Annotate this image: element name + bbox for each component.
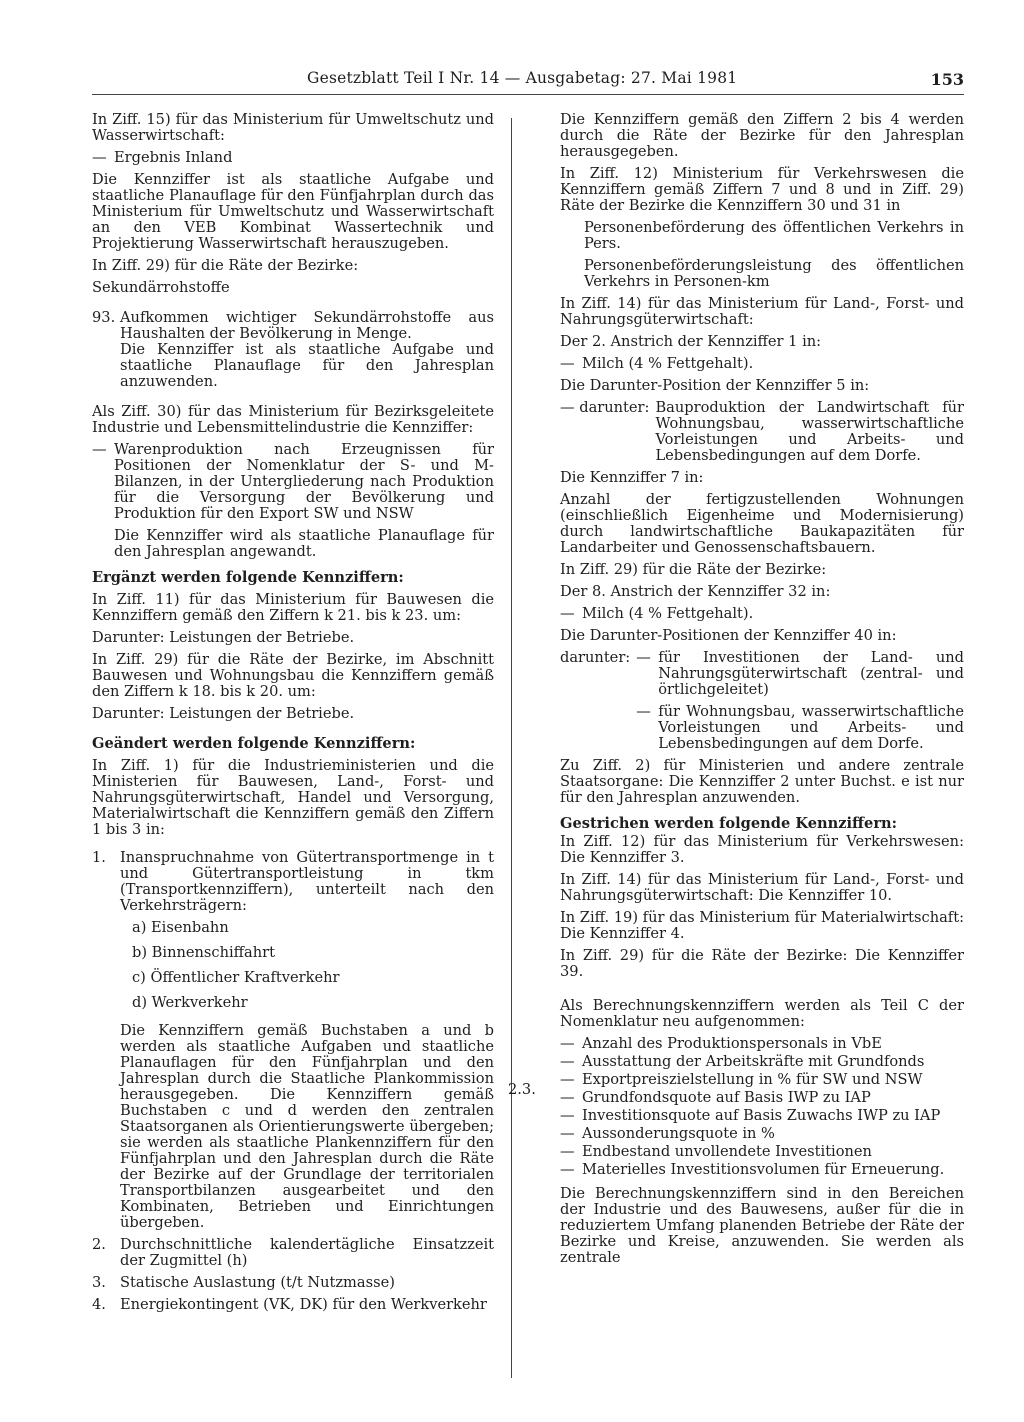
dash-mark: — bbox=[560, 1143, 575, 1160]
list-item bbox=[560, 1126, 964, 1142]
dash-mark: — bbox=[560, 1053, 575, 1070]
calc-list bbox=[560, 1036, 964, 1178]
list-item bbox=[560, 1036, 964, 1052]
item-number: 1. bbox=[92, 849, 106, 866]
item-text: Inanspruchnahme von Gütertransportmenge in t und Gütertransportleistung in tkm (Transportkennziffern), unterteilt nach den Verkehrsträgern: bbox=[120, 849, 494, 914]
paragraph: Personenbeförderung des öffentlichen Verkehrs in Pers. bbox=[584, 219, 964, 252]
paragraph: In Ziff. 29) für die Räte der Bezirke, im Abschnitt Bauwesen und Wohnungsbau die Kennziffern gemäß den Ziffern k 18. bis k 20. um: bbox=[92, 651, 494, 700]
list-item-text: Grundfondsquote auf Basis IWP zu IAP bbox=[582, 1089, 871, 1106]
paragraph: In Ziff. 29) für die Räte der Bezirke: bbox=[560, 561, 827, 578]
paragraph: Der 8. Anstrich der Kennziffer 32 in: bbox=[560, 583, 831, 600]
darunter-item bbox=[560, 400, 964, 464]
left-column bbox=[92, 112, 494, 1319]
item-text: Energiekontingent (VK, DK) für den Werkverkehr bbox=[120, 1296, 487, 1313]
dash-text: Milch (4 % Fettgehalt). bbox=[582, 355, 754, 372]
paragraph: Personenbeförderungsleistung des öffentlichen Verkehrs in Personen-km bbox=[584, 257, 964, 290]
dash-item bbox=[92, 442, 494, 522]
list-item bbox=[560, 1072, 964, 1088]
list-item bbox=[560, 1090, 964, 1106]
paragraph: In Ziff. 19) für das Ministerium für Materialwirtschaft: Die Kennziffer 4. bbox=[560, 909, 964, 942]
list-item-text: Endbestand unvollendete Investitionen bbox=[582, 1143, 872, 1160]
dash-item bbox=[92, 150, 494, 166]
dash-mark: — bbox=[560, 605, 575, 622]
paragraph: Zu Ziff. 2) für Ministerien und andere zentrale Staatsorgane: Die Kennziffer 2 unter Buchst. e ist nur für den Jahresplan anzuwenden. bbox=[560, 757, 964, 806]
dash-item bbox=[560, 606, 964, 622]
numbered-item bbox=[92, 1297, 494, 1313]
numbered-item bbox=[92, 310, 494, 390]
section-heading: Geändert werden folgende Kennziffern: bbox=[92, 735, 416, 752]
section-number: 2.3. bbox=[508, 1081, 536, 1098]
dash-mark: — bbox=[636, 703, 651, 720]
paragraph: Als Berechnungskennziffern werden als Teil C der Nomenklatur neu aufgenommen: bbox=[560, 997, 964, 1030]
paragraph: Als Ziff. 30) für das Ministerium für Bezirksgeleitete Industrie und Lebensmittelindustrie die Kennziffer: bbox=[92, 403, 494, 436]
dash-mark: — bbox=[92, 441, 107, 458]
page-number: 153 bbox=[930, 70, 964, 89]
numbered-item bbox=[92, 1275, 494, 1291]
paragraph: Die Darunter-Position der Kennziffer 5 in: bbox=[560, 377, 870, 394]
paragraph: Die Kennziffern gemäß den Ziffern 2 bis 4 werden durch die Räte der Bezirke für den Jahresplan herausgegeben. bbox=[560, 111, 964, 160]
dash-item bbox=[636, 650, 964, 698]
dash-item bbox=[560, 356, 964, 372]
paragraph: In Ziff. 14) für das Ministerium für Land-, Forst- und Nahrungsgüterwirtschaft: Die Kennziffer 10. bbox=[560, 871, 964, 904]
dash-item bbox=[636, 704, 964, 752]
item-number: 2. bbox=[92, 1236, 106, 1253]
paragraph: In Ziff. 12) Ministerium für Verkehrswesen die Kennziffern gemäß Ziffern 7 und 8 und in Ziff. 29) Räte der Bezirke die Kennziffern 30 und 31 in bbox=[560, 165, 964, 214]
column-divider bbox=[511, 118, 512, 1378]
sub-item: d) Werkverkehr bbox=[132, 994, 248, 1011]
paragraph: In Ziff. 15) für das Ministerium für Umweltschutz und Wasserwirtschaft: bbox=[92, 111, 494, 144]
dash-mark: — bbox=[560, 1161, 575, 1178]
item-text: Aufkommen wichtiger Sekundärrohstoffe aus Haushalten der Bevölkerung in Menge. bbox=[120, 309, 494, 342]
item-text: Statische Auslastung (t/t Nutzmasse) bbox=[120, 1274, 395, 1291]
darunter-label: darunter: bbox=[560, 649, 631, 666]
dash-text: Ergebnis Inland bbox=[114, 149, 233, 166]
item-number: 3. bbox=[92, 1274, 106, 1291]
paragraph: Die Berechnungskennziffern sind in den Bereichen der Industrie und des Bauwesens, außer für die in reduziertem Umfang planenden Betriebe der Räte der Bezirke und Kreise, anzuwenden. Sie werden als zentrale bbox=[560, 1185, 964, 1266]
paragraph: In Ziff. 1) für die Industrieministerien und die Ministerien für Bauwesen, Land-, Forst- und Nahrungsgüterwirtschaft, Handel und Versorgung, Materialwirtschaft die Kennziffern gemäß den Ziffern 1 bis 3 in: bbox=[92, 757, 494, 838]
darunter-label: darunter: bbox=[579, 399, 650, 416]
paragraph: In Ziff. 11) für das Ministerium für Bauwesen die Kennziffern gemäß den Ziffern k 21. bis k 23. um: bbox=[92, 591, 494, 624]
list-item-text: Investitionsquote auf Basis Zuwachs IWP zu IAP bbox=[582, 1107, 941, 1124]
section-heading: Gestrichen werden folgende Kennziffern: bbox=[560, 815, 898, 832]
paragraph: Die Kennziffern gemäß Buchstaben a und b werden als staatliche Aufgaben und staatliche Planauflagen für den Fünfjahrplan und den Jahresplan durch die Staatliche Plankommission herausgegeben. Die Kennziffern gemäß Buchstaben c und d werden den zentralen Staatsorganen als Orientierungswerte übergeben; sie werden als staatliche Plankennziffern für den Fünfjahrplan und den Jahresplan durch die Räte der Bezirke auf der Grundlage der territorialen Transportbilanzen ausgearbeitet und den Kombinaten, Betrieben und Einrichtungen übergeben. bbox=[120, 1022, 494, 1231]
numbered-item bbox=[92, 1237, 494, 1269]
dash-mark: — bbox=[560, 399, 575, 416]
list-item-text: Exportpreiszielstellung in % für SW und NSW bbox=[582, 1071, 923, 1088]
list-item bbox=[560, 1054, 964, 1070]
paragraph: Der 2. Anstrich der Kennziffer 1 in: bbox=[560, 333, 822, 350]
paragraph: Die Kennziffer wird als staatliche Planauflage für den Jahresplan angewandt. bbox=[114, 527, 494, 560]
paragraph: Sekundärrohstoffe bbox=[92, 279, 230, 296]
item-number: 93. bbox=[92, 309, 116, 326]
page-header bbox=[92, 62, 964, 88]
list-item bbox=[560, 1162, 964, 1178]
item-text: Die Kennziffer ist als staatliche Aufgabe und staatliche Planauflage für den Jahresplan anzuwenden. bbox=[120, 341, 494, 390]
header-rule bbox=[92, 94, 964, 95]
list-item bbox=[560, 1144, 964, 1160]
dash-text: Milch (4 % Fettgehalt). bbox=[582, 605, 754, 622]
list-item bbox=[560, 1108, 964, 1124]
dash-text: für Investitionen der Land- und Nahrungsgüterwirtschaft (zentral- und örtlichgeleitet) bbox=[658, 649, 964, 698]
sub-item: b) Binnenschiffahrt bbox=[132, 944, 275, 961]
dash-mark: — bbox=[560, 1089, 575, 1106]
darunter-item bbox=[560, 650, 964, 752]
paragraph: Die Darunter-Positionen der Kennziffer 40 in: bbox=[560, 627, 897, 644]
dash-text: Warenproduktion nach Erzeugnissen für Positionen der Nomenklatur der S- und M-Bilanzen, in der Untergliederung nach Produktion für die Versorgung der Bevölkerung und Produktion für den Export SW und NSW bbox=[114, 441, 494, 522]
paragraph: In Ziff. 29) für die Räte der Bezirke: bbox=[92, 257, 359, 274]
section-heading: Ergänzt werden folgende Kennziffern: bbox=[92, 569, 404, 586]
dash-text: für Wohnungsbau, wasserwirtschaftliche Vorleistungen und Arbeits- und Lebensbedingungen auf dem Dorfe. bbox=[658, 703, 964, 752]
paragraph: In Ziff. 29) für die Räte der Bezirke: Die Kennziffer 39. bbox=[560, 947, 964, 980]
dash-mark: — bbox=[560, 1125, 575, 1142]
paragraph: Darunter: Leistungen der Betriebe. bbox=[92, 705, 355, 722]
paragraph: Die Kennziffer 7 in: bbox=[560, 469, 704, 486]
right-column bbox=[560, 112, 964, 1272]
item-text: Durchschnittliche kalendertägliche Einsatzzeit der Zugmittel (h) bbox=[120, 1236, 494, 1269]
sub-item: c) Öffentlicher Kraftverkehr bbox=[132, 969, 340, 986]
paragraph: Die Kennziffer ist als staatliche Aufgabe und staatliche Planauflage für den Fünfjahrplan durch das Ministerium für Umweltschutz und Wasserwirtschaft an den VEB Kombinat Wassertechnik und Projektierung Wasserwirtschaft herauszugeben. bbox=[92, 171, 494, 252]
numbered-item bbox=[92, 850, 494, 914]
paragraph: In Ziff. 12) für das Ministerium für Verkehrswesen: Die Kennziffer 3. bbox=[560, 833, 964, 866]
header-title: Gesetzblatt Teil I Nr. 14 — Ausgabetag: 27. Mai 1981 bbox=[307, 69, 738, 87]
dash-mark: — bbox=[560, 1107, 575, 1124]
list-item-text: Ausstattung der Arbeitskräfte mit Grundfonds bbox=[582, 1053, 925, 1070]
list-item-text: Materielles Investitionsvolumen für Erneuerung. bbox=[582, 1161, 945, 1178]
dash-mark: — bbox=[92, 149, 107, 166]
dash-mark: — bbox=[560, 355, 575, 372]
dash-mark: — bbox=[636, 649, 651, 666]
dash-mark: — bbox=[560, 1035, 575, 1052]
dash-mark: — bbox=[560, 1071, 575, 1088]
darunter-text: Bauproduktion der Landwirtschaft für Wohnungsbau, wasserwirtschaftliche Vorleistungen und Arbeits- und Lebensbedingungen auf dem Dorfe. bbox=[655, 399, 964, 464]
list-item-text: Aussonderungsquote in % bbox=[582, 1125, 775, 1142]
paragraph: In Ziff. 14) für das Ministerium für Land-, Forst- und Nahrungsgüterwirtschaft: bbox=[560, 295, 964, 328]
list-item-text: Anzahl des Produktionspersonals in VbE bbox=[582, 1035, 882, 1052]
paragraph: Darunter: Leistungen der Betriebe. bbox=[92, 629, 355, 646]
item-number: 4. bbox=[92, 1296, 106, 1313]
sub-item: a) Eisenbahn bbox=[132, 919, 229, 936]
paragraph: Anzahl der fertigzustellenden Wohnungen (einschließlich Eigenheime und Modernisierung) durch landwirtschaftliche Baukapazitäten für Landarbeiter und Genossenschaftsbauern. bbox=[560, 491, 964, 556]
